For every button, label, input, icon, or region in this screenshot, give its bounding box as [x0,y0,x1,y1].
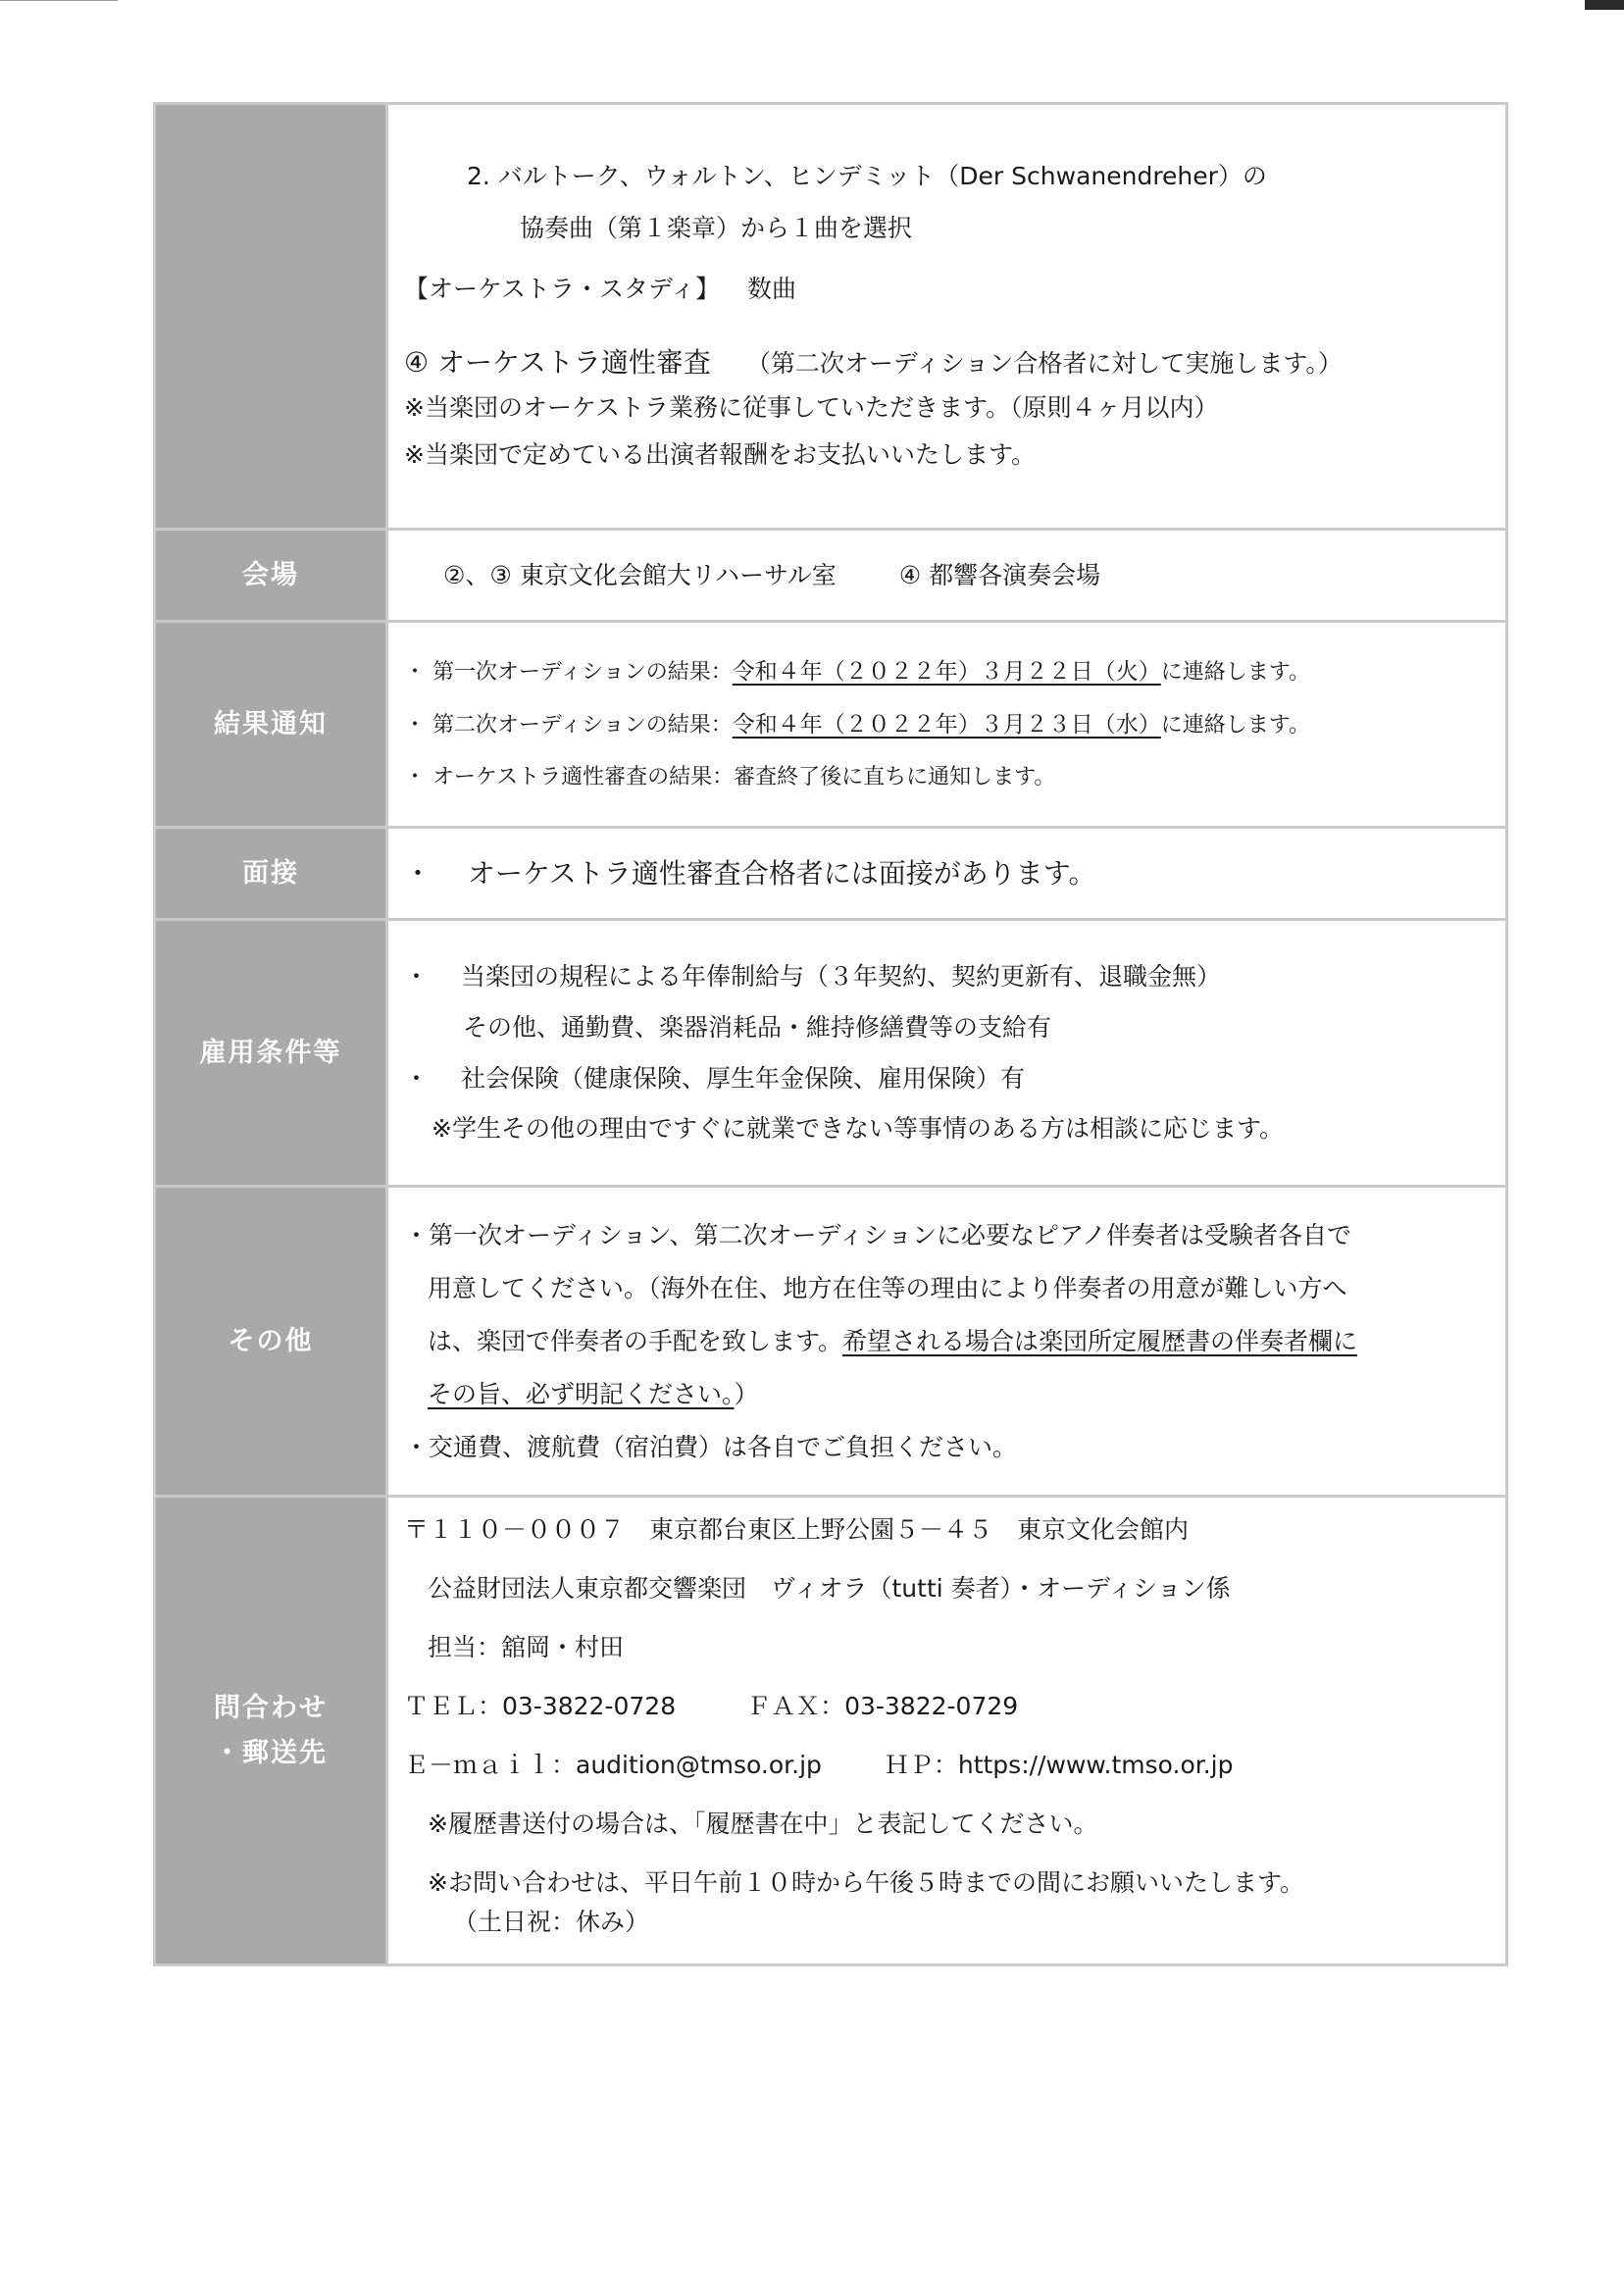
result-second-date: 令和４年（２０２２年）３月２３日（水） [732,712,1161,739]
result-first: ・ 第一次オーディションの結果：令和４年（２０２２年）３月２２日（火）に連絡します。 [404,658,1311,685]
venue-rehearsal-room: ②、③ 東京文化会館大リハーサル室 [443,560,837,589]
venue-line [404,554,1490,597]
contact-hours-note: ※お問い合わせは、平日午前１０時から午後５時までの間にお願いいたします。 [428,1867,1304,1897]
venue-concert-halls: ④ 都響各演奏会場 [898,560,1101,589]
other-pianist-line-3: は、楽団で伴奏者の手配を致します。希望される場合は楽団所定履歴書の伴奏者欄に [428,1326,1358,1355]
contact-resume-note: ※履歴書送付の場合は、「履歴書在中」と表記してください。 [428,1809,1098,1838]
label-interview: 面接 [155,828,387,920]
row-interview [155,828,1507,920]
note-engagement: ※当楽団のオーケストラ業務に従事していただきます。（原則４ヶ月以内） [404,392,1219,422]
repertoire-line-2: 協奏曲（第１楽章）から１曲を選択 [520,214,913,243]
other-request-underlined: 希望される場合は楽団所定履歴書の伴奏者欄に [842,1326,1358,1355]
scan-corner-mark [1585,0,1624,10]
orchestra-study-value: 数曲 [746,275,796,304]
row-venue [155,530,1507,622]
row-continued [155,104,1507,530]
contact-person: 担当：舘岡・村田 [428,1632,625,1661]
result-aptitude: ・ オーケストラ適性審査の結果：審査終了後に直ちに通知します。 [404,764,1056,790]
orchestra-study-heading: 【オーケストラ・スタディ】 [404,275,721,304]
audition-info-table [153,102,1508,1966]
step4-line [404,338,1490,386]
label-results: 結果通知 [155,622,387,828]
other-content [387,1187,1507,1497]
label-contact-line-2: ・郵送先 [214,1737,328,1768]
interview-content [387,828,1507,920]
other-travel-expenses: ・交通費、渡航費（宿泊費）は各自でご負担ください。 [404,1432,1018,1461]
interview-text: ・ オーケストラ適性審査合格者には面接があります。 [404,857,1096,890]
scan-edge-mark [0,0,118,1]
label-other: その他 [155,1187,387,1497]
results-content [387,622,1507,828]
result-first-date: 令和４年（２０２２年）３月２２日（火） [732,658,1161,685]
employment-student-note: ※学生その他の理由ですぐに就業できない等事情のある方は相談に応じます。 [431,1114,1284,1144]
contact-homepage: ＨＰ：https://www.tmso.or.jp [884,1750,1234,1779]
note-fee: ※当楽団で定めている出演者報酬をお支払いいたします。 [404,439,1036,469]
contact-online-line [404,1746,1490,1785]
contact-tel: ＴＥＬ：03-3822-0728 [404,1691,677,1720]
orchestra-study-line [404,268,1490,311]
employment-salary: ・ 当楽団の規程による年俸制給与（３年契約、契約更新有、退職金無） [404,962,1221,991]
row-employment [155,920,1507,1187]
result-second: ・ 第二次オーディションの結果：令和４年（２０２２年）３月２３日（水）に連絡します。 [404,712,1311,739]
row-results [155,622,1507,828]
contact-email: Ｅ－ｍａｉｌ：audition@tmso.or.jp [404,1750,822,1779]
contact-content [387,1497,1507,1965]
label-venue: 会場 [155,530,387,622]
contact-closed-days: （土日祝：休み） [453,1907,650,1936]
contact-phone-line [404,1687,1490,1726]
label-employment: 雇用条件等 [155,920,387,1187]
venue-content [387,530,1507,622]
step4-note: （第二次オーディション合格者に対して実施します。） [745,348,1343,378]
continued-content [387,104,1507,530]
other-pianist-line-4: その旨、必ず明記ください。） [428,1379,759,1408]
contact-organization: 公益財団法人東京都交響楽団 ヴィオラ（tutti 奏者）・オーディション係 [428,1573,1231,1603]
other-pianist-line-1: ・第一次オーディション、第二次オーディションに必要なピアノ伴奏者は受験者各自で [404,1220,1352,1249]
step4-title: ④ オーケストラ適性審査 [404,345,711,379]
row-other [155,1187,1507,1497]
repertoire-line-1: 2. バルトーク、ウォルトン、ヒンデミット（Der Schwanendreher）の [467,161,1267,190]
label-contact-line-1: 問合わせ [214,1692,328,1723]
label-blank [155,104,387,530]
employment-allowances: その他、通勤費、楽器消耗品・維持修繕費等の支給有 [463,1012,1052,1042]
employment-content [387,920,1507,1187]
other-pianist-line-2: 用意してください。（海外在住、地方在住等の理由により伴奏者の用意が難しい方へ [428,1273,1347,1302]
contact-fax: ＦＡＸ：03-3822-0729 [746,1691,1019,1720]
contact-address: 〒１１０－０００７ 東京都台東区上野公園５－４５ 東京文化会館内 [404,1514,1190,1544]
row-contact [155,1497,1507,1965]
employment-insurance: ・ 社会保険（健康保険、厚生年金保険、雇用保険）有 [404,1063,1025,1093]
label-contact [155,1497,387,1965]
